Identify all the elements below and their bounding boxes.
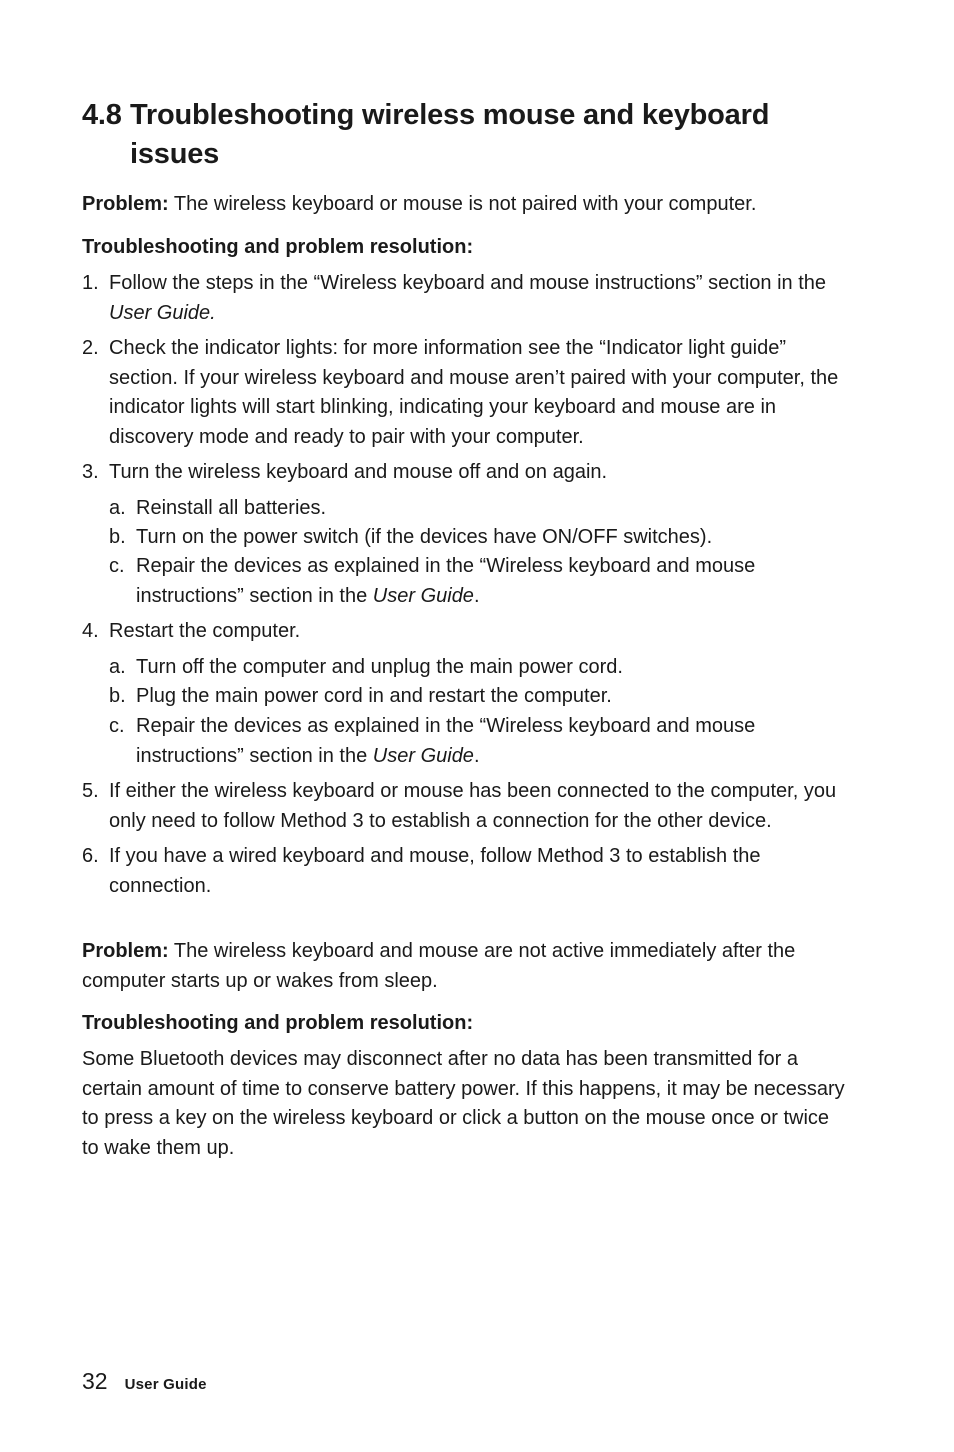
substep-item <box>109 653 872 683</box>
step-number: 5. <box>82 780 99 802</box>
problem-text: The wireless keyboard or mouse is not paired with your computer. <box>168 193 757 215</box>
substep-item <box>109 494 872 524</box>
problem-statement <box>82 937 842 996</box>
step-text: If either the wireless keyboard or mouse has been connected to the computer, you only need to follow Method 3 to establish a connection for the other device. <box>109 780 837 832</box>
page-number: 32 <box>82 1368 108 1394</box>
substep-text: Plug the main power cord in and restart the computer. <box>136 685 612 707</box>
step-text: If you have a wired keyboard and mouse, follow Method 3 to establish the connection. <box>109 845 761 897</box>
step-number: 2. <box>82 337 99 359</box>
substep-item <box>109 682 872 712</box>
section-heading <box>82 96 769 174</box>
substep-text: Repair the devices as explained in the “Wireless keyboard and mouse instructions” section in the <box>136 555 756 607</box>
substep-text: Reinstall all batteries. <box>136 497 327 519</box>
step-text-italic: User Guide. <box>109 301 216 324</box>
resolution-heading: Troubleshooting and problem resolution: <box>82 1012 474 1034</box>
step-item <box>82 458 872 488</box>
substep-letter: c. <box>109 715 125 737</box>
substep-text: Turn on the power switch (if the devices have ON/OFF switches). <box>136 526 713 548</box>
resolution-heading: Troubleshooting and problem resolution: <box>82 236 474 258</box>
step-number: 4. <box>82 620 99 642</box>
footer-label: User Guide <box>124 1376 207 1393</box>
substep-letter: a. <box>109 497 126 519</box>
substep-letter: a. <box>109 656 126 678</box>
step-item <box>82 269 872 328</box>
substep-letter: b. <box>109 526 126 548</box>
step-item <box>82 617 872 647</box>
substep-item <box>109 712 872 771</box>
substep-text: Repair the devices as explained in the “Wireless keyboard and mouse instructions” section in the <box>136 715 756 767</box>
substep-text-end: . <box>473 584 480 607</box>
substep-item <box>109 523 872 553</box>
substep-letter: c. <box>109 555 125 577</box>
step-item <box>82 334 872 452</box>
step-number: 6. <box>82 845 99 867</box>
problem-label: Problem: <box>82 193 169 215</box>
section-title-line2: issues <box>130 138 220 170</box>
page-footer <box>82 1368 207 1395</box>
problem-label: Problem: <box>82 940 169 962</box>
substep-text: Turn off the computer and unplug the main power cord. <box>136 656 623 678</box>
section-number: 4.8 <box>82 99 122 131</box>
substep-text-italic: User Guide <box>372 584 474 607</box>
problem-text: The wireless keyboard and mouse are not active immediately after the computer starts up or wakes from sleep. <box>82 940 796 992</box>
substep-letter: b. <box>109 685 126 707</box>
substep-text-end: . <box>473 744 480 767</box>
step-text: Restart the computer. <box>109 620 301 642</box>
resolution-body: Some Bluetooth devices may disconnect after no data has been transmitted for a certain amount of time to conserve battery power. If this happens, it may be necessary to press a key on the wireless keyboard or click a button on the mouse once or twice to wake them up. <box>82 1048 845 1159</box>
substep-text-italic: User Guide <box>372 744 474 767</box>
step-item <box>82 777 872 836</box>
step-text: Check the indicator lights: for more information see the “Indicator light guide” section. If your wireless keyboard and mouse aren’t paired with your computer, the indicator lights will start blinking, indicating your keyboard and mouse are in discovery mode and ready to pair with your computer. <box>109 337 839 448</box>
step-number: 1. <box>82 272 99 294</box>
step-item <box>82 842 872 901</box>
step-text: Turn the wireless keyboard and mouse off and on again. <box>109 461 608 483</box>
step-number: 3. <box>82 461 99 483</box>
substep-item <box>109 552 872 611</box>
problem-statement <box>82 190 872 220</box>
section-title-line1: Troubleshooting wireless mouse and keyboard <box>130 99 770 131</box>
step-text: Follow the steps in the “Wireless keyboard and mouse instructions” section in the <box>109 272 827 294</box>
